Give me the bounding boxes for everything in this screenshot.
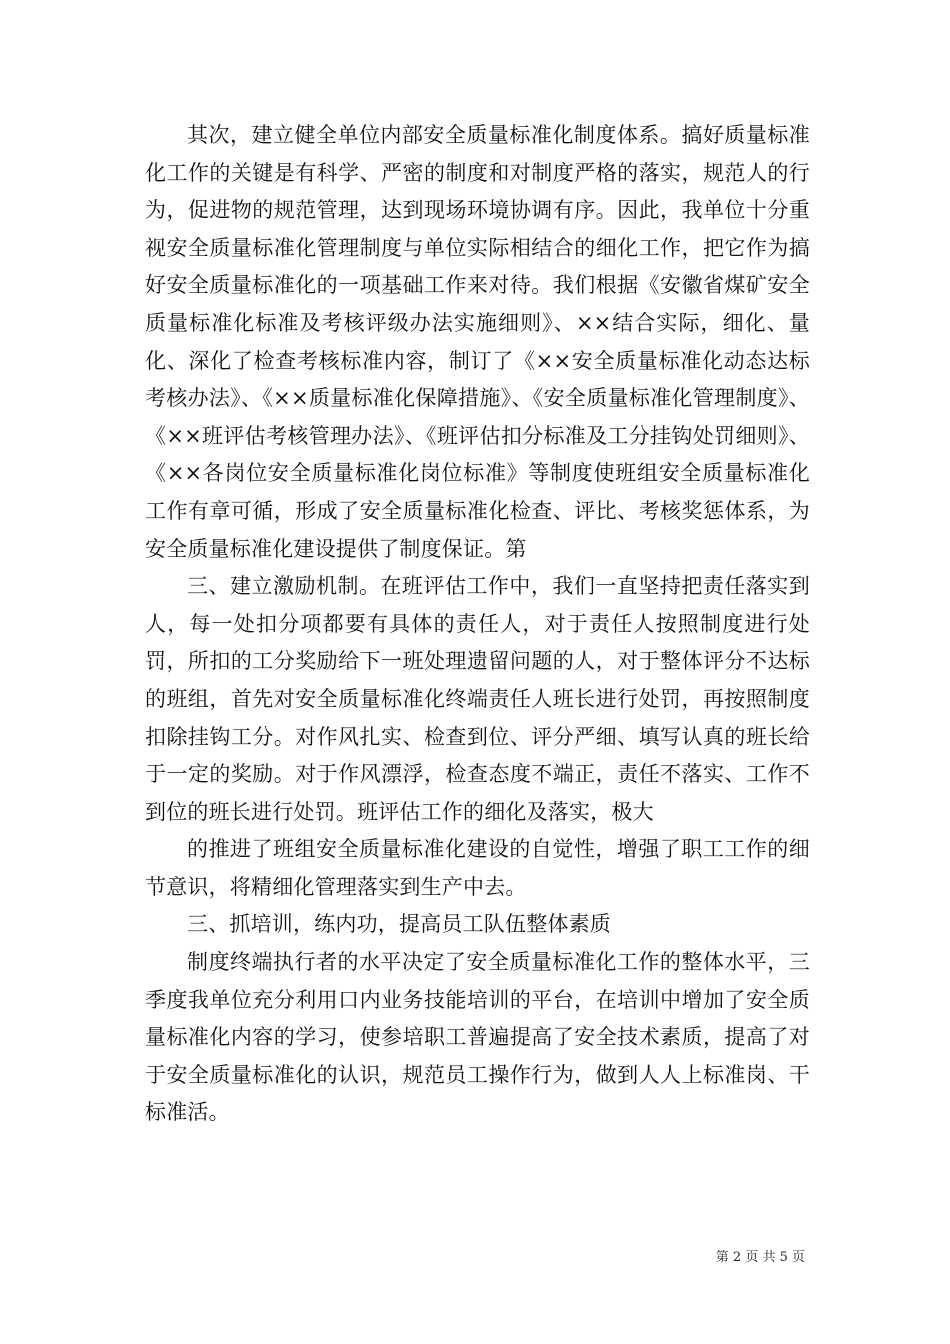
page-number-footer: 第 2 页 共 5 页 [715,1250,805,1265]
section-heading-training: 三、抓培训，练内功，提高员工队伍整体素质 [187,912,611,937]
paragraph-incentive-mechanism: 三、建立激励机制。在班评估工作中，我们一直坚持把责任落实到人，每一处扣分项都要有具体的责任人，对于责任人按照制度进行处罚，所扣的工分奖励给下一班处理遗留问题的人，对于整体评分不达标的班组，首先对安全质量标准化终端责任人班长进行处罚，再按照制度扣除挂钩工分。对作风扎实、检查到位、评分严细、填写认真的班长给于一定的奖励。对于作风漂浮，检查态度不端正，责任不落实、工作不到位的班长进行处罚。班评估工作的细化及落实，极大 [145,574,810,824]
document-body [145,117,810,1132]
paragraph-training: 制度终端执行者的水平决定了安全质量标准化工作的整体水平，三季度我单位充分利用口内业务技能培训的平台，在培训中增加了安全质量标准化内容的学习，使参培职工普遍提高了安全技术素质，提高了对于安全质量标准化的认识，规范员工操作行为，做到人人上标准岗、干标准活。 [145,950,810,1125]
paragraph-incentive-continued: 的推进了班组安全质量标准化建设的自觉性，增强了职工工作的细节意识，将精细化管理落实到生产中去。 [145,837,810,899]
paragraph-institution-system: 其次，建立健全单位内部安全质量标准化制度体系。搞好质量标准化工作的关键是有科学、严密的制度和对制度严格的落实，规范人的行为，促进物的规范管理，达到现场环境协调有序。因此，我单位十分重视安全质量标准化管理制度与单位实际相结合的细化工作，把它作为搞好安全质量标准化的一项基础工作来对待。我们根据《安徽省煤矿安全质量标准化标准及考核评级办法实施细则》、××结合实际，细化、量化、深化了检查考核标准内容，制订了《××安全质量标准化动态达标考核办法》、《××质量标准化保障措施》、《安全质量标准化管理制度》、《××班评估考核管理办法》、《班评估扣分标准及工分挂钩处罚细则》、《××各岗位安全质量标准化岗位标准》等制度使班组安全质量标准化工作有章可循，形成了安全质量标准化检查、评比、考核奖惩体系，为安全质量标准化建设提供了制度保证。第 [145,123,810,561]
